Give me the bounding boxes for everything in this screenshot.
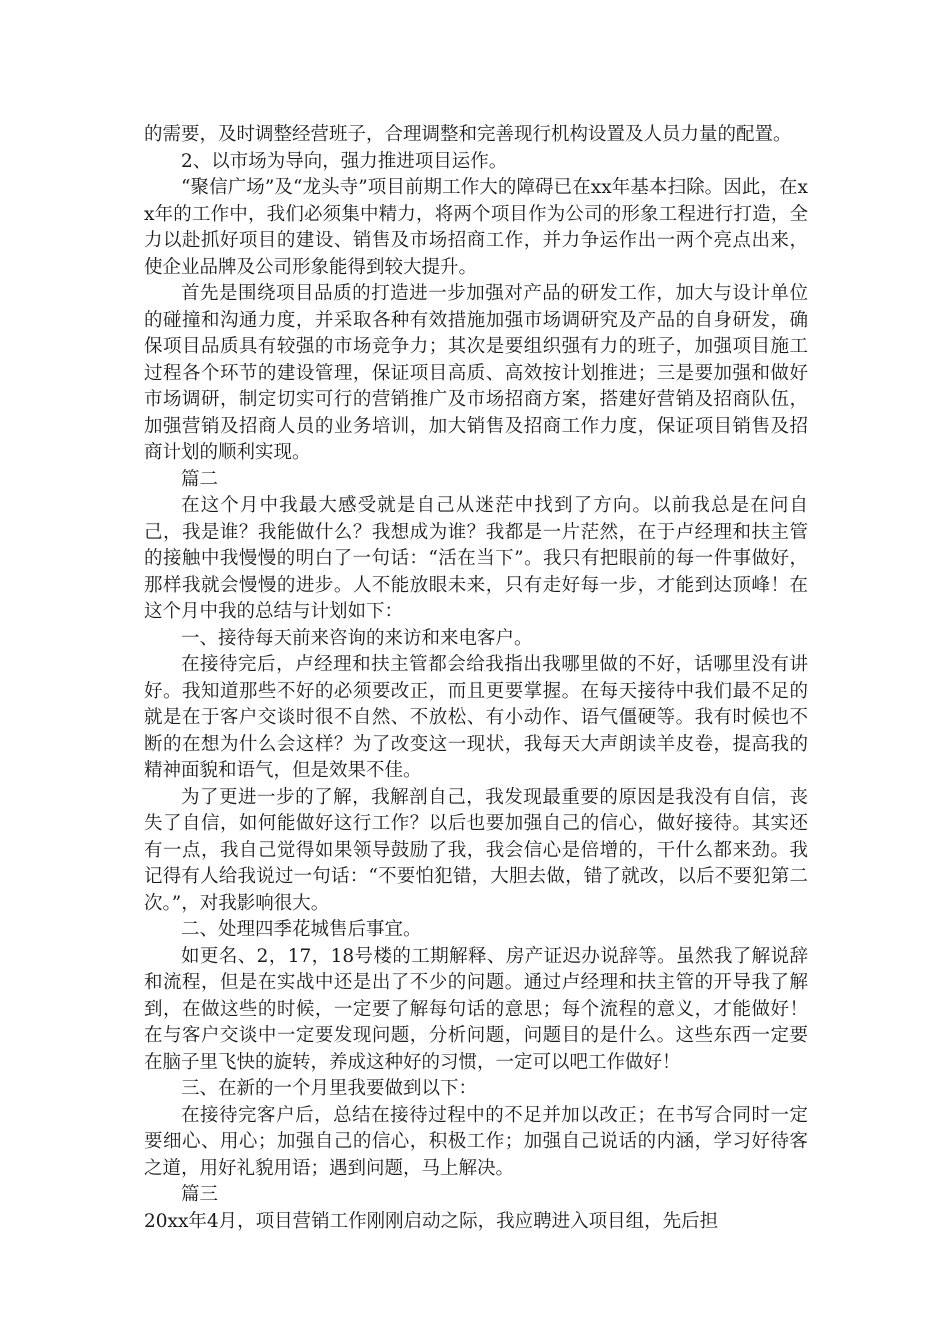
paragraph-projects: “聚信广场”及“龙头寺”项目前期工作大的障碍已在xx年基本扫除。因此，在xx年的工作中，我们必须集中精力，将两个项目作为公司的形象工程进行打造，全力以赴抓好项目的建设、销售及市场招商工作，并力争运作出一两个亮点出来，使企业品牌及公司形象能得到较大提升。 — [144, 177, 808, 278]
section-heading-reception: 一、接待每天前来咨询的来访和来电客户。 — [181, 627, 533, 649]
paragraph-next-month: 在接待完客户后，总结在接待过程中的不足并加以改正；在书写合同时一定要细心、用心；加强自己的信心，积极工作；加强自己说话的内涵，学习好待客之道，用好礼貌用语；遇到问题，马上解决。 — [144, 1104, 808, 1179]
paragraph-project-start: 20xx年4月，项目营销工作刚刚启动之际，我应聘进入项目组，先后担 — [144, 1210, 719, 1232]
chapter-heading-2: 篇二 — [181, 468, 219, 490]
section-heading-next-month: 三、在新的一个月里我要做到以下： — [181, 1078, 478, 1099]
paragraph-confidence: 为了更进一步的了解，我解剖自己，我发现最重要的原因是我没有自信，丧失了自信，如何能做好这行工作？以后也要加强自己的信心，做好接待。其实还有一点，我自己觉得如果领导鼓励了我，我会信心是倍增的，干什么都来劲。我记得有人给我说过一句话：“不要怕犯错，大胆去做，错了就改，以后不要犯第二次。”，对我影响很大。 — [144, 786, 808, 914]
chapter-heading-3: 篇三 — [181, 1184, 219, 1205]
paragraph-quality: 首先是围绕项目品质的打造进一步加强对产品的研发工作，加大与设计单位的碰撞和沟通力度，并采取各种有效措施加强市场调研究及产品的自身研发，确保项目品质具有较强的市场竞争力；其次是要组织强有力的班子，加强项目施工过程各个环节的建设管理，保证项目高质、高效按计划推进；三是要加强和做好市场调研，制定切实可行的营销推广及市场招商方案，搭建好营销及招商队伍，加强营销及招商人员的业务培训，加大销售及招商工作力度，保证项目销售及招商计划的顺利实现。 — [144, 283, 808, 463]
paragraph-continuation: 的需要，及时调整经营班子，合理调整和完善现行机构设置及人员力量的配置。 — [144, 124, 792, 145]
section-heading-market: 2、以市场为导向，强力推进项目运作。 — [181, 150, 508, 172]
document-page — [144, 122, 808, 1235]
paragraph-month-feeling: 在这个月中我最大感受就是自己从迷茫中找到了方向。以前我总是在问自己，我是谁？我能做什么？我想成为谁？我都是一片茫然，在于卢经理和扶主管的接触中我慢慢的明白了一句话：“活在当下”。我只有把眼前的每一件事做好，那样我就会慢慢的进步。人不能放眼未来，只有走好每一步，才能到达顶峰！在这个月中我的总结与计划如下： — [144, 495, 808, 622]
paragraph-reception: 在接待完后，卢经理和扶主管都会给我指出我哪里做的不好，话哪里没有讲好。我知道那些不好的必须要改正，而且更要掌握。在每天接待中我们最不足的就是在于客户交谈时很不自然、不放松、有小动作、语气僵硬等。我有时候也不断的在想为什么会这样？为了改变这一现状，我每天大声朗读羊皮卷，提高我的精神面貌和语气，但是效果不佳。 — [144, 654, 808, 781]
paragraph-after-sales: 如更名、2，17，18号楼的工期解释、房产证迟办说辞等。虽然我了解说辞和流程，但是在实战中还是出了不少的问题。通过卢经理和扶主管的开导我了解到，在做这些的时候，一定要了解每句话的意思；每个流程的意义，才能做好！在与客户交谈中一定要发现问题，分析问题，问题目的是什么。这些东西一定要在脑子里飞快的旋转，养成这种好的习惯，一定可以吧工作做好！ — [144, 945, 808, 1073]
section-heading-after-sales: 二、处理四季花城售后事宜。 — [181, 919, 422, 940]
